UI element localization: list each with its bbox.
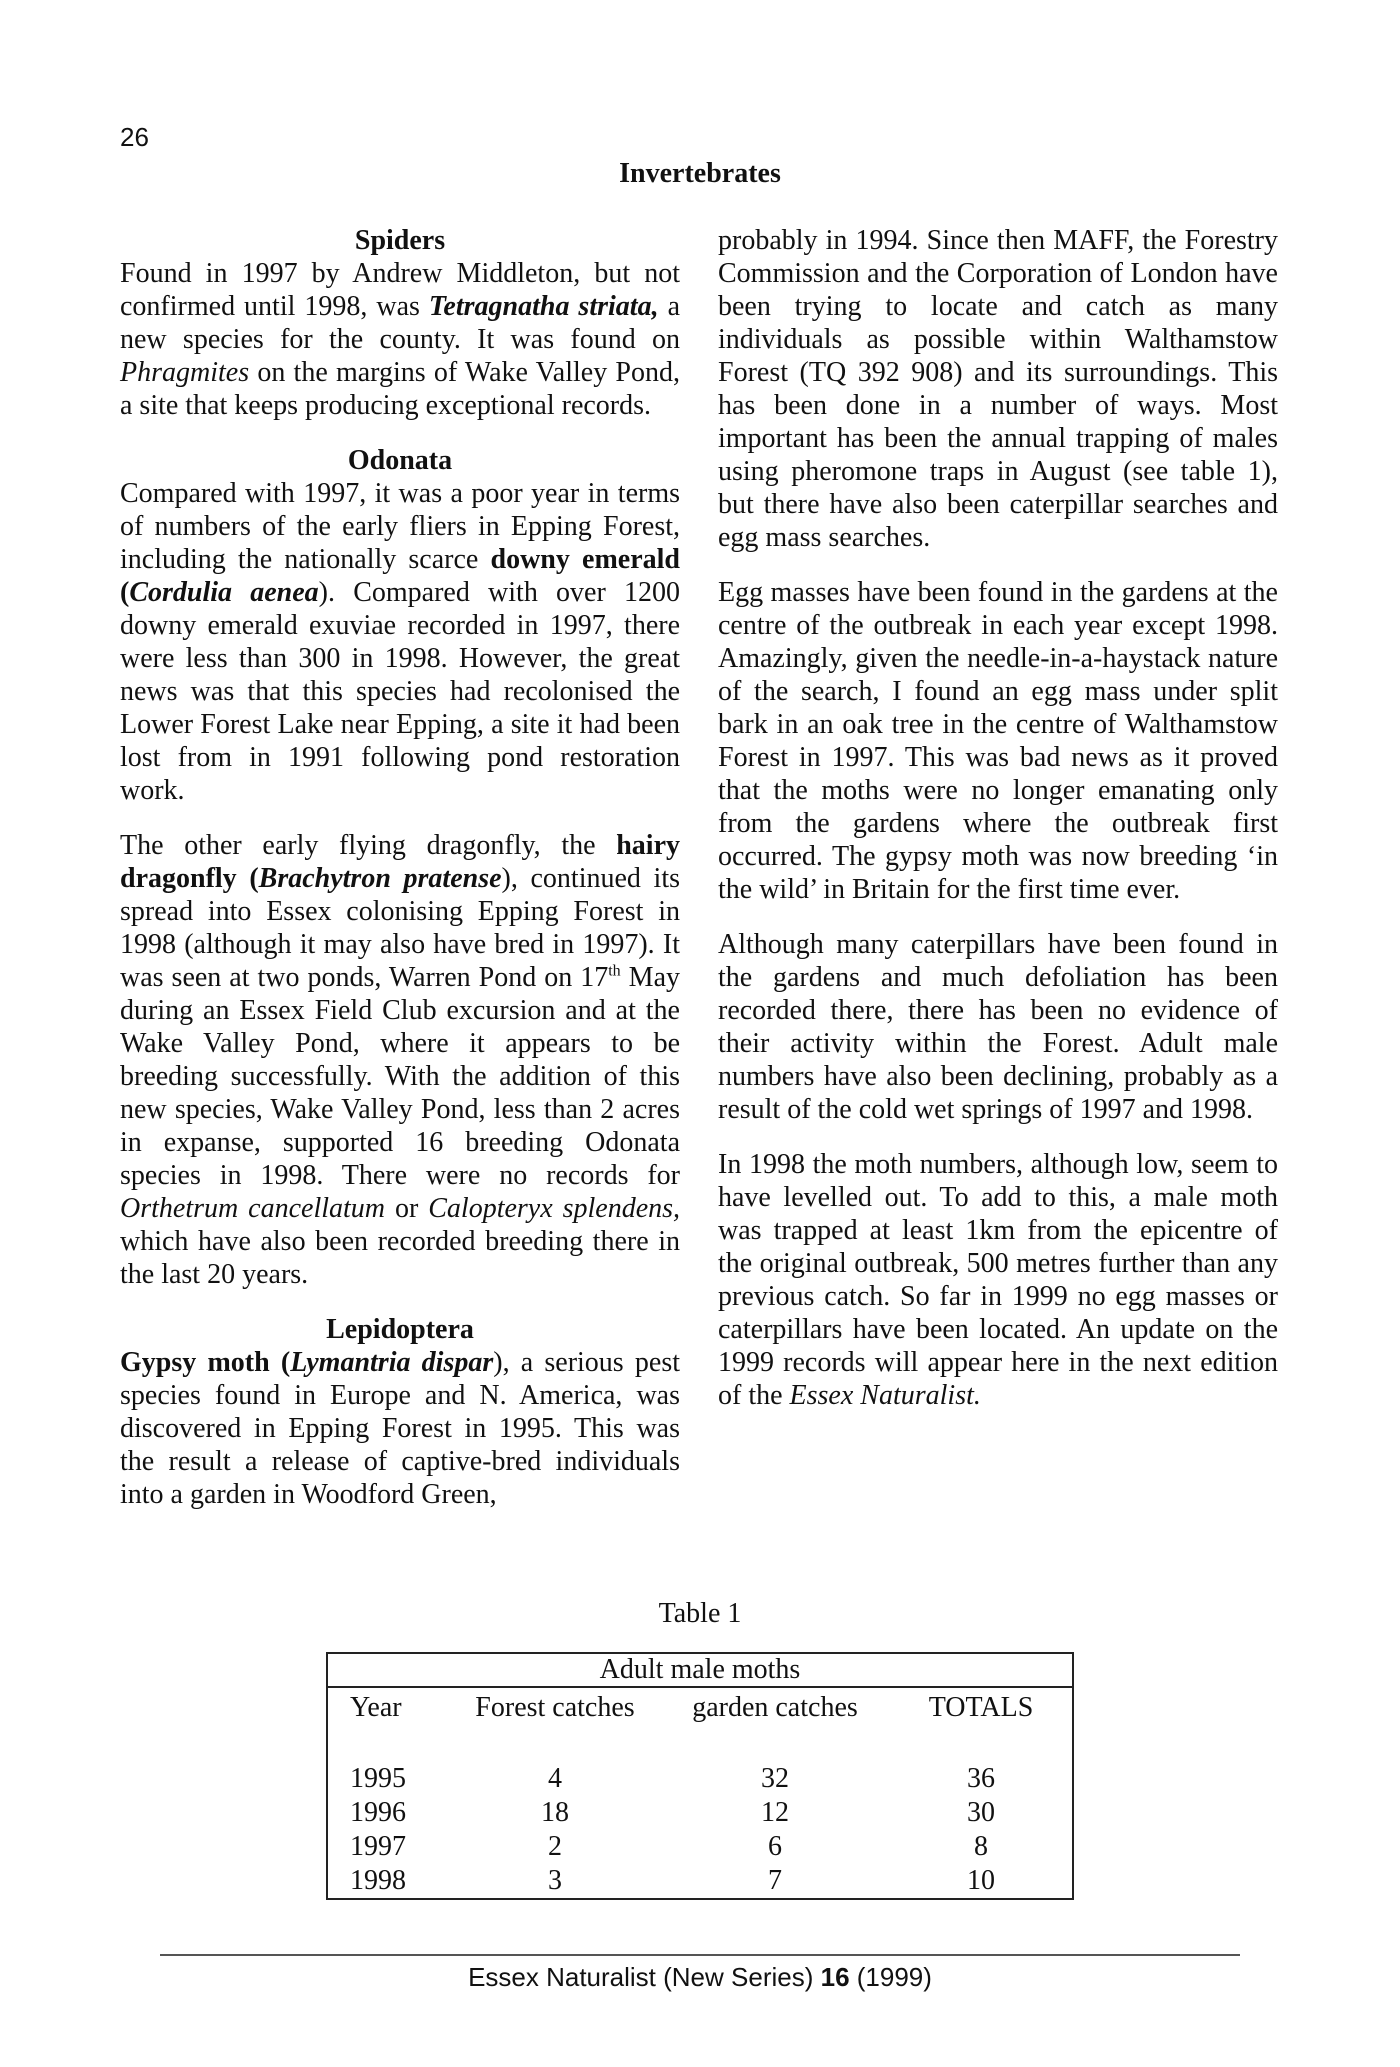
odonata-paragraph-1: Compared with 1997, it was a poor year in terms of numbers of the early fliers in Epping Forest, including the nationally scarce downy emerald (Cordulia aenea). Compared with over 1200 downy emerald exuviae recorded in 1997, there were less than 300 in 1998. However, the great news was that this species had recolonised the Lower Forest Lake near Epping, a site it had been lost from in 1991 following pond restoration work. bbox=[120, 478, 680, 806]
right-column bbox=[718, 224, 1278, 1412]
table-row bbox=[328, 1796, 1072, 1830]
lepidoptera-heading: Lepidoptera bbox=[326, 1314, 474, 1345]
table-cell: 36 bbox=[967, 1763, 995, 1794]
table-header-row bbox=[328, 1688, 1072, 1728]
table-cell: 1997 bbox=[350, 1831, 406, 1862]
section-title: Invertebrates bbox=[619, 158, 781, 189]
table-caption: Table 1 bbox=[658, 1598, 742, 1629]
table-cell: 8 bbox=[974, 1831, 988, 1862]
lepidoptera-paragraph: Gypsy moth (Lymantria dispar), a serious pest species found in Europe and N. America, was discovered in Epping Forest in 1995. This was the result a release of captive-bred individuals into a garden in Woodford Green, bbox=[120, 1347, 681, 1510]
spiders-paragraph: Found in 1997 by Andrew Middleton, but not confirmed until 1998, was Tetragnatha striata, a new species for the county. It was found on Phragmites on the margins of Wake Valley Pond, a site that keeps producing exceptional records. bbox=[120, 258, 680, 421]
odonata-paragraph-2: The other early flying dragonfly, the hairy dragonfly (Brachytron pratense), continued its spread into Essex colonising Epping Forest in 1998 (although it may also have bred in 1997). It was seen at two ponds, Warren Pond on 17th May during an Essex Field Club excursion and at the Wake Valley Pond, where it appears to be breeding successfully. With the addition of this new species, Wake Valley Pond, less than 2 acres in expanse, supported 16 breeding Odonata species in 1998. There were no records for Orthetrum cancellatum or Calopteryx splendens, which have also been recorded breeding there in the last 20 years. bbox=[120, 830, 681, 1290]
table-cell: 1995 bbox=[350, 1763, 406, 1794]
table-cell: 1998 bbox=[350, 1865, 406, 1896]
table-cell: 10 bbox=[967, 1865, 995, 1896]
journal-footer: Essex Naturalist (New Series) 16 (1999) bbox=[468, 1962, 932, 1992]
table-spacer bbox=[328, 1728, 1072, 1762]
right-paragraph-3: Although many caterpillars have been found in the gardens and much defoliation has been recorded there, there has been no evidence of their activity within the Forest. Adult male numbers have also been declining, probably as a result of the cold wet springs of 1997 and 1998. bbox=[718, 929, 1278, 1125]
odonata-heading: Odonata bbox=[347, 445, 453, 476]
table-cell: 7 bbox=[768, 1865, 782, 1896]
table-cell: 6 bbox=[768, 1831, 782, 1862]
right-paragraph-2: Egg masses have been found in the gardens at the centre of the outbreak in each year except 1998. Amazingly, given the needle-in-a-haystack nature of the search, I found an egg mass under split bark in an oak tree in the centre of Walthamstow Forest in 1997. This was bad news as it proved that the moths were no longer emanating only from the gardens where the outbreak first occurred. The gypsy moth was now breeding ‘in the wild’ in Britain for the first time ever. bbox=[718, 577, 1278, 905]
column-header: garden catches bbox=[692, 1692, 858, 1723]
table-cell: 12 bbox=[761, 1797, 789, 1828]
table-cell: 1996 bbox=[350, 1797, 406, 1828]
moth-catch-table bbox=[326, 1652, 1074, 1900]
table-cell: 3 bbox=[548, 1865, 562, 1896]
footer-divider bbox=[160, 1954, 1240, 1956]
left-column bbox=[120, 224, 680, 1511]
spiders-heading: Spiders bbox=[354, 225, 446, 256]
table-cell: 30 bbox=[967, 1797, 995, 1828]
table-cell: 4 bbox=[548, 1763, 562, 1794]
table-row bbox=[328, 1762, 1072, 1796]
right-paragraph-4: In 1998 the moth numbers, although low, seem to have levelled out. To add to this, a male moth was trapped at least 1km from the epicentre of the original outbreak, 500 metres further than any previous catch. So far in 1999 no egg masses or caterpillars have been located. An update on the 1999 records will appear here in the next edition of the Essex Naturalist. bbox=[718, 1149, 1278, 1411]
column-header: Year bbox=[350, 1692, 402, 1723]
table-cell: 18 bbox=[541, 1797, 569, 1828]
table-cell: 32 bbox=[761, 1763, 789, 1794]
table-cell: 2 bbox=[548, 1831, 562, 1862]
page-number: 26 bbox=[120, 122, 149, 152]
column-header: Forest catches bbox=[475, 1692, 635, 1723]
right-paragraph-1: probably in 1994. Since then MAFF, the Forestry Commission and the Corporation of London have been trying to locate and catch as many individuals as possible within Walthamstow Forest (TQ 392 908) and its surroundings. This has been done in a number of ways. Most important has been the annual trapping of males using pheromone traps in August (see table 1), but there have also been caterpillar searches and egg mass searches. bbox=[718, 225, 1278, 553]
table-row bbox=[328, 1864, 1072, 1898]
table-group-header: Adult male moths bbox=[328, 1654, 1072, 1688]
table-row bbox=[328, 1830, 1072, 1864]
column-header: TOTALS bbox=[928, 1692, 1034, 1723]
